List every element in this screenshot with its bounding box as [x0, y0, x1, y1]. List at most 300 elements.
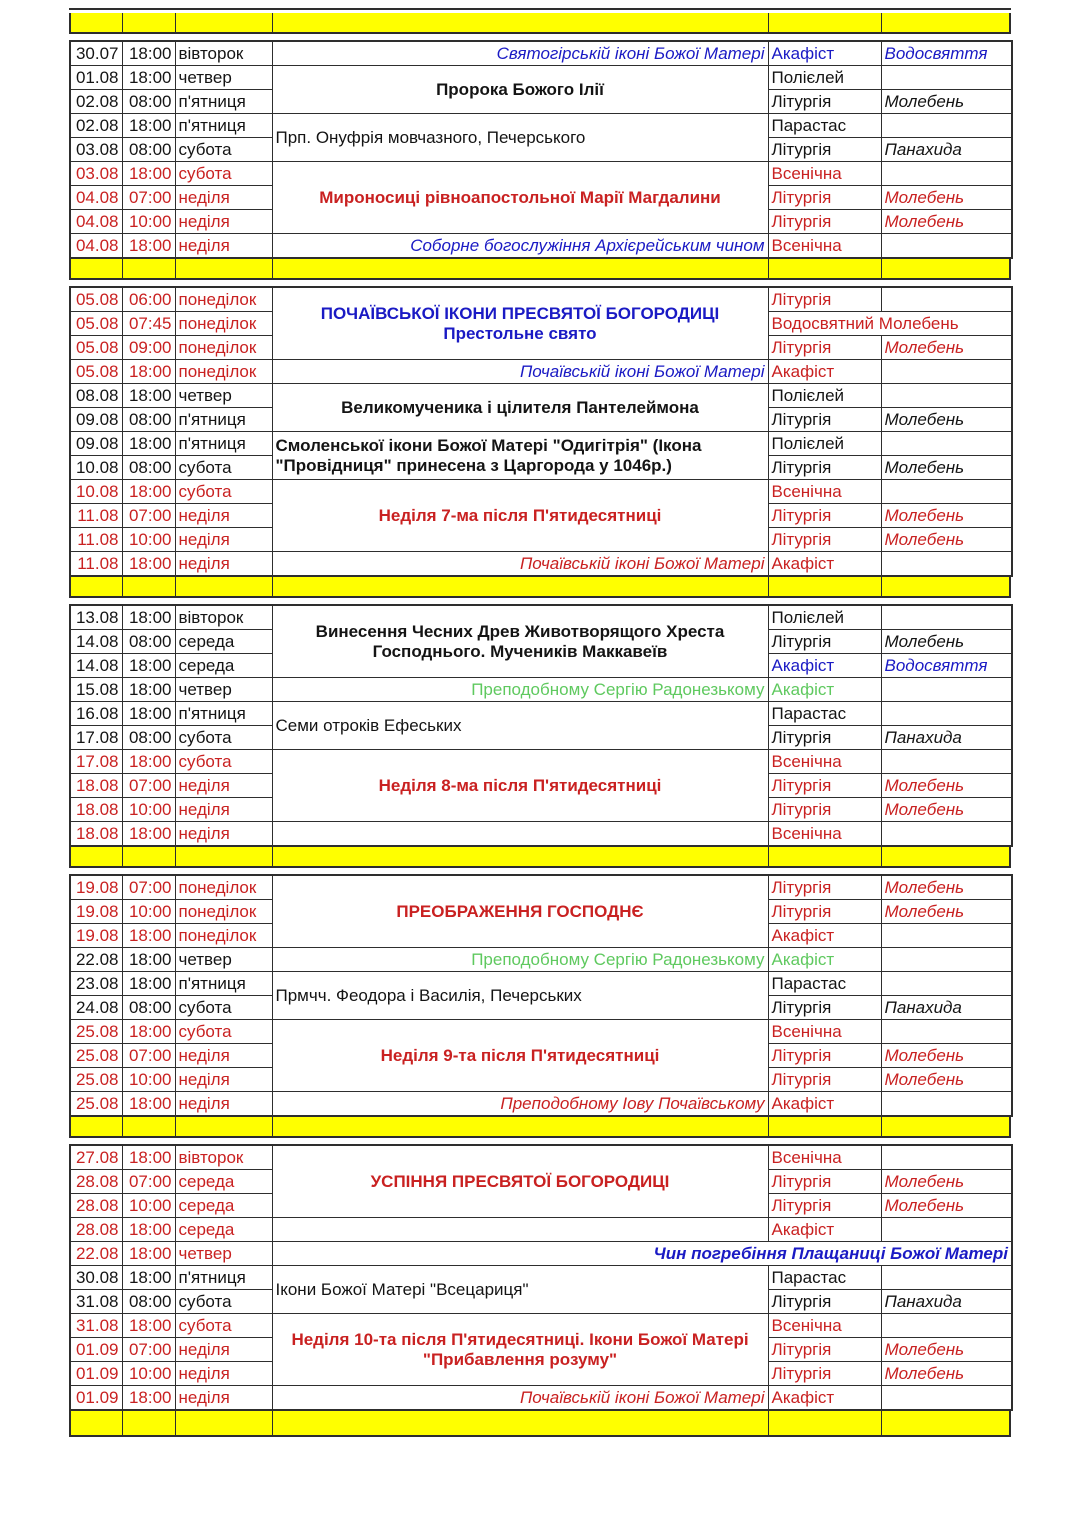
description-cell: Преподобному Іову Почаївському: [272, 1092, 768, 1117]
date-cell: 22.08: [70, 1242, 122, 1266]
time-cell: 18:00: [122, 384, 175, 408]
time-cell: 08:00: [122, 90, 175, 114]
extra-service-cell: Молебень: [881, 504, 1012, 528]
extra-service-cell: Молебень: [881, 900, 1012, 924]
table-row: [70, 162, 1012, 186]
date-cell: 24.08: [70, 996, 122, 1020]
date-cell: 04.08: [70, 210, 122, 234]
extra-service-cell: Молебень: [881, 774, 1012, 798]
table-row: [70, 605, 1012, 630]
extra-service-cell: Молебень: [881, 186, 1012, 210]
extra-service-cell: [881, 162, 1012, 186]
date-cell: 27.08: [70, 1145, 122, 1170]
weekday-cell: середа: [175, 630, 272, 654]
separator-cell: [71, 847, 123, 866]
separator-cell: [273, 577, 769, 596]
time-cell: 07:00: [122, 1044, 175, 1068]
extra-service-cell: [881, 1218, 1012, 1242]
service-cell: Полієлей: [768, 432, 881, 456]
description-cell: [272, 822, 768, 847]
service-cell: Всенічна: [768, 822, 881, 847]
service-cell: Літургія: [768, 875, 881, 900]
separator-cell: [123, 1411, 176, 1435]
service-cell: Літургія: [768, 336, 881, 360]
date-cell: 05.08: [70, 360, 122, 384]
section-separator: [69, 577, 1011, 598]
table-row: [70, 1386, 1012, 1411]
weekday-cell: субота: [175, 996, 272, 1020]
description-cell: Почаївській іконі Божої Матері: [272, 360, 768, 384]
table-row: [70, 875, 1012, 900]
service-cell: Акафіст: [768, 1386, 881, 1411]
weekday-cell: п'ятниця: [175, 972, 272, 996]
service-cell: Літургія: [768, 1338, 881, 1362]
description-cell: Неділя 10-та після П'ятидесятниці. Ікони Божої Матері "Прибавлення розуму": [272, 1314, 768, 1386]
time-cell: 18:00: [122, 114, 175, 138]
date-cell: 11.08: [70, 504, 122, 528]
weekday-cell: неділя: [175, 1092, 272, 1117]
service-cell: Всенічна: [768, 480, 881, 504]
schedule-section: [69, 40, 1013, 259]
table-row: [70, 1092, 1012, 1117]
extra-service-cell: [881, 432, 1012, 456]
time-cell: 07:00: [122, 186, 175, 210]
table-row: [70, 972, 1012, 996]
separator-cell: [882, 1117, 1009, 1136]
extra-service-cell: Панахида: [881, 996, 1012, 1020]
service-cell: Літургія: [768, 1044, 881, 1068]
description-cell: ПРЕОБРАЖЕННЯ ГОСПОДНЄ: [272, 875, 768, 948]
date-cell: 01.08: [70, 66, 122, 90]
separator-cell: [123, 13, 176, 32]
date-cell: 01.09: [70, 1386, 122, 1411]
service-cell: Літургія: [768, 210, 881, 234]
extra-service-cell: Молебень: [881, 1362, 1012, 1386]
section-body: [70, 1145, 1012, 1410]
time-cell: 18:00: [122, 654, 175, 678]
date-cell: 25.08: [70, 1044, 122, 1068]
description-cell: Великомученика і цілителя Пантелеймона: [272, 384, 768, 432]
service-cell: Літургія: [768, 726, 881, 750]
extra-service-cell: Молебень: [881, 1044, 1012, 1068]
separator-cell: [71, 259, 123, 278]
date-cell: 25.08: [70, 1020, 122, 1044]
separator-cell: [71, 13, 123, 32]
date-cell: 04.08: [70, 234, 122, 259]
separator-cell: [882, 1411, 1009, 1435]
description-cell: Святогірській іконі Божої Матері: [272, 41, 768, 66]
weekday-cell: понеділок: [175, 360, 272, 384]
date-cell: 15.08: [70, 678, 122, 702]
extra-service-cell: Панахида: [881, 138, 1012, 162]
service-cell: Літургія: [768, 186, 881, 210]
schedule-section: [69, 604, 1013, 847]
service-cell: Літургія: [768, 1194, 881, 1218]
service-cell: Літургія: [768, 90, 881, 114]
time-cell: 08:00: [122, 996, 175, 1020]
extra-service-cell: [881, 114, 1012, 138]
date-cell: 11.08: [70, 528, 122, 552]
extra-service-cell: Молебень: [881, 336, 1012, 360]
description-cell: Винесення Чесних Древ Животворящого Хреста Господнього. Мучеників Маккавеїв: [272, 605, 768, 678]
time-cell: 18:00: [122, 41, 175, 66]
weekday-cell: неділя: [175, 234, 272, 259]
extra-service-cell: [881, 480, 1012, 504]
date-cell: 25.08: [70, 1068, 122, 1092]
separator-cell: [176, 1117, 273, 1136]
date-cell: 05.08: [70, 336, 122, 360]
separator-cell: [123, 847, 176, 866]
time-cell: 08:00: [122, 630, 175, 654]
time-cell: 18:00: [122, 1386, 175, 1411]
table-row: [70, 1218, 1012, 1242]
extra-service-cell: [881, 1145, 1012, 1170]
table-row: [70, 1266, 1012, 1290]
description-cell: Преподобному Сергію Радонезькому: [272, 678, 768, 702]
time-cell: 18:00: [122, 702, 175, 726]
date-cell: 17.08: [70, 750, 122, 774]
section-body: [70, 875, 1012, 1116]
schedule-section: [69, 286, 1013, 577]
table-row: [70, 702, 1012, 726]
time-cell: 07:00: [122, 504, 175, 528]
time-cell: 18:00: [122, 1266, 175, 1290]
service-cell: Акафіст: [768, 678, 881, 702]
date-cell: 19.08: [70, 924, 122, 948]
extra-service-cell: [881, 1092, 1012, 1117]
weekday-cell: неділя: [175, 1068, 272, 1092]
service-cell: Парастас: [768, 972, 881, 996]
weekday-cell: середа: [175, 654, 272, 678]
service-cell: Акафіст: [768, 654, 881, 678]
service-cell: Літургія: [768, 1290, 881, 1314]
separator-cell: [273, 847, 769, 866]
extra-service-cell: Молебень: [881, 1338, 1012, 1362]
date-cell: 10.08: [70, 480, 122, 504]
weekday-cell: п'ятниця: [175, 432, 272, 456]
extra-service-cell: Молебень: [881, 875, 1012, 900]
full-span-cell: Чин погребіння Плащаниці Божої Матері: [272, 1242, 1012, 1266]
separator-cell: [769, 13, 882, 32]
weekday-cell: неділя: [175, 552, 272, 577]
time-cell: 07:45: [122, 312, 175, 336]
separator-cell: [123, 577, 176, 596]
table-row: [70, 1145, 1012, 1170]
time-cell: 10:00: [122, 1068, 175, 1092]
description-cell: Неділя 9-та після П'ятидесятниці: [272, 1020, 768, 1092]
weekday-cell: п'ятниця: [175, 114, 272, 138]
separator-cell: [71, 1117, 123, 1136]
extra-service-cell: Молебень: [881, 408, 1012, 432]
separator-cell: [769, 1411, 882, 1435]
service-cell: Літургія: [768, 798, 881, 822]
date-cell: 13.08: [70, 605, 122, 630]
weekday-cell: неділя: [175, 1386, 272, 1411]
extra-service-cell: Молебень: [881, 1194, 1012, 1218]
time-cell: 06:00: [122, 287, 175, 312]
section-separator: [69, 259, 1011, 280]
weekday-cell: вівторок: [175, 41, 272, 66]
separator-cell: [176, 577, 273, 596]
weekday-cell: понеділок: [175, 287, 272, 312]
service-cell: Літургія: [768, 456, 881, 480]
extra-service-cell: [881, 234, 1012, 259]
time-cell: 18:00: [122, 1145, 175, 1170]
weekday-cell: четвер: [175, 384, 272, 408]
table-row: [70, 1242, 1012, 1266]
time-cell: 10:00: [122, 798, 175, 822]
extra-service-cell: [881, 1314, 1012, 1338]
weekday-cell: неділя: [175, 1362, 272, 1386]
weekday-cell: п'ятниця: [175, 90, 272, 114]
time-cell: 18:00: [122, 480, 175, 504]
separator-cell: [176, 847, 273, 866]
date-cell: 19.08: [70, 875, 122, 900]
separator-cell: [123, 259, 176, 278]
time-cell: 07:00: [122, 1338, 175, 1362]
section-body: [70, 287, 1012, 576]
weekday-cell: п'ятниця: [175, 408, 272, 432]
separator-cell: [176, 259, 273, 278]
service-cell: Акафіст: [768, 1218, 881, 1242]
description-cell: Почаївській іконі Божої Матері: [272, 552, 768, 577]
extra-service-cell: [881, 972, 1012, 996]
time-cell: 18:00: [122, 1092, 175, 1117]
weekday-cell: четвер: [175, 1242, 272, 1266]
time-cell: 07:00: [122, 875, 175, 900]
service-cell: Всенічна: [768, 1145, 881, 1170]
weekday-cell: неділя: [175, 774, 272, 798]
weekday-cell: понеділок: [175, 924, 272, 948]
extra-service-cell: Панахида: [881, 726, 1012, 750]
description-cell: УСПІННЯ ПРЕСВЯТОЇ БОГОРОДИЦІ: [272, 1145, 768, 1218]
weekday-cell: субота: [175, 726, 272, 750]
weekday-cell: субота: [175, 138, 272, 162]
time-cell: 18:00: [122, 1218, 175, 1242]
extra-service-cell: [881, 384, 1012, 408]
extra-service-cell: Молебень: [881, 90, 1012, 114]
separator-cell: [273, 1117, 769, 1136]
description-cell: Семи отроків Ефеських: [272, 702, 768, 750]
service-cell: Всенічна: [768, 1314, 881, 1338]
extra-service-cell: Молебень: [881, 210, 1012, 234]
service-cell: Парастас: [768, 114, 881, 138]
service-cell: Всенічна: [768, 1020, 881, 1044]
time-cell: 18:00: [122, 678, 175, 702]
description-cell: Мироносиці рівноапостольної Марії Магдалини: [272, 162, 768, 234]
time-cell: 08:00: [122, 1290, 175, 1314]
weekday-cell: субота: [175, 162, 272, 186]
weekday-cell: понеділок: [175, 900, 272, 924]
time-cell: 18:00: [122, 948, 175, 972]
date-cell: 16.08: [70, 702, 122, 726]
weekday-cell: субота: [175, 750, 272, 774]
service-cell: Літургія: [768, 138, 881, 162]
extra-service-cell: [881, 66, 1012, 90]
time-cell: 08:00: [122, 726, 175, 750]
weekday-cell: субота: [175, 1290, 272, 1314]
extra-service-cell: Молебень: [881, 528, 1012, 552]
description-cell: Прмчч. Феодора і Василія, Печерських: [272, 972, 768, 1020]
time-cell: 10:00: [122, 900, 175, 924]
service-cell: Літургія: [768, 528, 881, 552]
description-cell: Почаївській іконі Божої Матері: [272, 1386, 768, 1411]
extra-service-cell: [881, 750, 1012, 774]
table-row: [70, 948, 1012, 972]
date-cell: 14.08: [70, 654, 122, 678]
weekday-cell: понеділок: [175, 336, 272, 360]
date-cell: 08.08: [70, 384, 122, 408]
extra-service-cell: [881, 924, 1012, 948]
time-cell: 08:00: [122, 138, 175, 162]
service-cell: Полієлей: [768, 605, 881, 630]
weekday-cell: неділя: [175, 504, 272, 528]
date-cell: 28.08: [70, 1170, 122, 1194]
section-body: [70, 41, 1012, 258]
separator-cell: [176, 1411, 273, 1435]
weekday-cell: середа: [175, 1194, 272, 1218]
service-cell: Літургія: [768, 287, 881, 312]
service-cell: Акафіст: [768, 360, 881, 384]
service-cell: Всенічна: [768, 234, 881, 259]
description-cell: [272, 1218, 768, 1242]
date-cell: 03.08: [70, 162, 122, 186]
table-row: [70, 41, 1012, 66]
date-cell: 31.08: [70, 1290, 122, 1314]
date-cell: 25.08: [70, 1092, 122, 1117]
weekday-cell: субота: [175, 456, 272, 480]
section-separator: [69, 1411, 1011, 1437]
service-cell: Акафіст: [768, 948, 881, 972]
date-cell: 17.08: [70, 726, 122, 750]
extra-service-cell: [881, 360, 1012, 384]
table-row: [70, 1020, 1012, 1044]
separator-cell: [882, 259, 1009, 278]
extra-service-cell: [881, 948, 1012, 972]
time-cell: 08:00: [122, 456, 175, 480]
separator-cell: [71, 1411, 123, 1435]
weekday-cell: середа: [175, 1218, 272, 1242]
time-cell: 07:00: [122, 774, 175, 798]
table-row: [70, 552, 1012, 577]
date-cell: 02.08: [70, 90, 122, 114]
time-cell: 10:00: [122, 1194, 175, 1218]
service-cell: Літургія: [768, 630, 881, 654]
service-cell: Акафіст: [768, 41, 881, 66]
table-row: [70, 1314, 1012, 1338]
table-row: [70, 360, 1012, 384]
date-cell: 04.08: [70, 186, 122, 210]
date-cell: 11.08: [70, 552, 122, 577]
time-cell: 18:00: [122, 66, 175, 90]
schedule-section: [69, 874, 1013, 1117]
service-cell: Літургія: [768, 1362, 881, 1386]
table-top-rule: [69, 8, 1011, 10]
time-cell: 18:00: [122, 1020, 175, 1044]
service-cell: Акафіст: [768, 1092, 881, 1117]
time-cell: 18:00: [122, 432, 175, 456]
separator-cell: [769, 847, 882, 866]
description-cell: Неділя 7-ма після П'ятидесятниці: [272, 480, 768, 552]
extra-service-cell: [881, 822, 1012, 847]
time-cell: 18:00: [122, 750, 175, 774]
description-cell: Соборне богослужіння Архієрейським чином: [272, 234, 768, 259]
time-cell: 18:00: [122, 1242, 175, 1266]
date-cell: 09.08: [70, 408, 122, 432]
date-cell: 19.08: [70, 900, 122, 924]
separator-cell: [882, 847, 1009, 866]
service-cell: Полієлей: [768, 384, 881, 408]
extra-service-cell: [881, 678, 1012, 702]
extra-service-cell: Молебень: [881, 798, 1012, 822]
extra-service-cell: [881, 552, 1012, 577]
date-cell: 22.08: [70, 948, 122, 972]
section-body: [70, 605, 1012, 846]
date-cell: 23.08: [70, 972, 122, 996]
extra-service-cell: [881, 1020, 1012, 1044]
table-row: [70, 678, 1012, 702]
date-cell: 01.09: [70, 1338, 122, 1362]
date-cell: 03.08: [70, 138, 122, 162]
weekday-cell: п'ятниця: [175, 702, 272, 726]
time-cell: 18:00: [122, 234, 175, 259]
table-row: [70, 822, 1012, 847]
time-cell: 18:00: [122, 924, 175, 948]
extra-service-cell: Водосвяття: [881, 41, 1012, 66]
time-cell: 10:00: [122, 1362, 175, 1386]
service-cell: Всенічна: [768, 750, 881, 774]
weekday-cell: неділя: [175, 210, 272, 234]
table-row: [70, 114, 1012, 138]
extra-service-cell: Молебень: [881, 1170, 1012, 1194]
schedule-section: [69, 1144, 1013, 1411]
merged-service-cell: Водосвятний Молебень: [768, 312, 1012, 336]
date-cell: 10.08: [70, 456, 122, 480]
service-cell: Всенічна: [768, 162, 881, 186]
table-row: [70, 287, 1012, 312]
extra-service-cell: [881, 702, 1012, 726]
table-row: [70, 384, 1012, 408]
section-separator: [69, 847, 1011, 868]
time-cell: 18:00: [122, 162, 175, 186]
weekday-cell: четвер: [175, 678, 272, 702]
extra-service-cell: [881, 1266, 1012, 1290]
service-cell: Акафіст: [768, 552, 881, 577]
weekday-cell: субота: [175, 1020, 272, 1044]
separator-cell: [769, 259, 882, 278]
weekday-cell: п'ятниця: [175, 1266, 272, 1290]
extra-service-cell: [881, 287, 1012, 312]
weekday-cell: вівторок: [175, 1145, 272, 1170]
separator-cell: [71, 577, 123, 596]
section-separator: [69, 1117, 1011, 1138]
service-schedule-table: [69, 8, 1011, 1437]
separator-cell: [176, 13, 273, 32]
date-cell: 18.08: [70, 774, 122, 798]
weekday-cell: неділя: [175, 822, 272, 847]
date-cell: 01.09: [70, 1362, 122, 1386]
separator-cell: [769, 577, 882, 596]
weekday-cell: четвер: [175, 66, 272, 90]
date-cell: 18.08: [70, 798, 122, 822]
description-cell: Смоленської ікони Божої Матері "Одигітрія" (Ікона "Провідниця" принесена з Царгорода у 1046р.): [272, 432, 768, 480]
description-cell: Прп. Онуфрія мовчазного, Печерського: [272, 114, 768, 162]
weekday-cell: четвер: [175, 948, 272, 972]
weekday-cell: понеділок: [175, 875, 272, 900]
date-cell: 09.08: [70, 432, 122, 456]
date-cell: 18.08: [70, 822, 122, 847]
time-cell: 18:00: [122, 552, 175, 577]
